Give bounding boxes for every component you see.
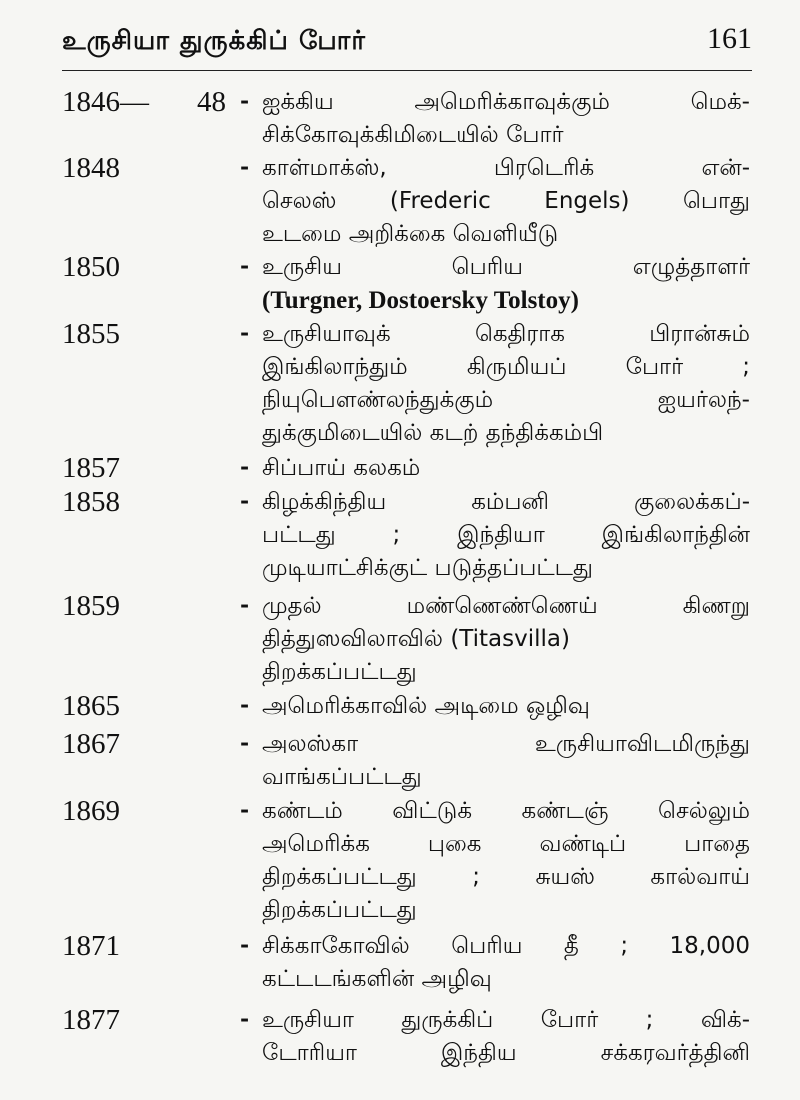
- entry-text: [262, 318, 750, 450]
- entry-line: திறக்கப்பட்டது: [262, 897, 417, 923]
- entry-dash: -: [240, 88, 250, 114]
- entry-year: 1877: [62, 1004, 120, 1036]
- entry-line: தித்துஸவிலாவில் (Titasvilla): [262, 626, 570, 652]
- entry-text: [262, 251, 750, 317]
- entry-line: உடமை அறிக்கை வெளியீடு: [262, 221, 559, 247]
- entry-year: 1858: [62, 486, 120, 518]
- entry-year: 1855: [62, 318, 120, 350]
- entry-text: [262, 930, 750, 996]
- entry-dash: -: [240, 1006, 250, 1032]
- entry-dash: -: [240, 320, 250, 346]
- entry-line: டோரியா இந்திய சக்கரவர்த்தினி: [262, 1040, 750, 1066]
- entry-text: [262, 795, 750, 927]
- entry-dash: -: [240, 797, 250, 823]
- entry-line: முதல் மண்ணெண்ணெய் கிணறு: [262, 593, 750, 619]
- entry-line: கண்டம் விட்டுக் கண்டஞ் செல்லும்: [262, 798, 750, 824]
- entry-dash: -: [240, 692, 250, 718]
- entry-year: 1848: [62, 152, 120, 184]
- entry-line: காள்மாக்ஸ், பிரடெரிக் என்-: [262, 155, 750, 181]
- entry-line: இங்கிலாந்தும் கிருமியப் போர் ;: [262, 354, 750, 380]
- entry-text: [262, 590, 750, 689]
- chapter-title: உருசியா துருக்கிப் போர்: [62, 26, 366, 56]
- entry-line: உருசியா துருக்கிப் போர் ; விக்-: [262, 1007, 750, 1033]
- entry-text: [262, 690, 750, 723]
- entry-dash: -: [240, 932, 250, 958]
- entry-year: 1865: [62, 690, 120, 722]
- entry-text: [262, 728, 750, 794]
- entry-line: உருசியாவுக் கெதிராக பிரான்சும்: [262, 321, 750, 347]
- entry-line: நியுபௌண்லந்துக்கும் ஐயர்லந்-: [262, 387, 750, 413]
- entry-line: முடியாட்சிக்குட் படுத்தப்பட்டது: [262, 555, 593, 581]
- entry-line: துக்குமிடையில் கடற் தந்திக்கம்பி: [262, 420, 604, 446]
- entry-dash: -: [240, 154, 250, 180]
- entry-line: உருசிய பெரிய எழுத்தாளர்: [262, 254, 750, 280]
- entry-line: ஐக்கிய அமெரிக்காவுக்கும் மெக்-: [262, 89, 750, 115]
- entry-text: [262, 486, 750, 585]
- entry-text: [262, 1004, 750, 1070]
- entry-year: 1857: [62, 452, 120, 484]
- entry-line: கட்டடங்களின் அழிவு: [262, 966, 492, 992]
- entry-line: சிக்காகோவில் பெரிய தீ ; 18,000: [262, 933, 750, 959]
- entry-line: (Turgner, Dostoersky Tolstoy): [262, 287, 579, 314]
- entry-dash: -: [240, 488, 250, 514]
- entry-year-end: 48: [197, 86, 226, 118]
- entry-line: திறக்கப்பட்டது ; சுயஸ் கால்வாய்: [262, 864, 750, 890]
- entry-line: அமெரிக்க புகை வண்டிப் பாதை: [262, 831, 750, 857]
- entry-text: [262, 86, 750, 152]
- entry-year: 1867: [62, 728, 120, 760]
- entry-line: செலஸ் (Frederic Engels) பொது: [262, 188, 750, 214]
- entry-line: பட்டது ; இந்தியா இங்கிலாந்தின்: [262, 522, 750, 548]
- entry-dash: -: [240, 454, 250, 480]
- entry-line: அமெரிக்காவில் அடிமை ஒழிவு: [262, 693, 590, 719]
- entry-line: திறக்கப்பட்டது: [262, 659, 417, 685]
- entry-year: 1859: [62, 590, 120, 622]
- entry-year: 1871: [62, 930, 120, 962]
- entry-dash: -: [240, 730, 250, 756]
- entry-dash: -: [240, 253, 250, 279]
- entry-line: சிப்பாய் கலகம்: [262, 455, 421, 481]
- entry-year: 1869: [62, 795, 120, 827]
- page-number: 161: [707, 22, 752, 55]
- entry-line: அலஸ்கா உருசியாவிடமிருந்து: [262, 731, 750, 757]
- entry-year: 1850: [62, 251, 120, 283]
- entry-line: வாங்கப்பட்டது: [262, 764, 422, 790]
- entry-year: 1846—: [62, 86, 149, 118]
- entry-line: சிக்கோவுக்கிமிடையில் போர்: [262, 122, 564, 148]
- entry-line: கிழக்கிந்திய கம்பனி குலைக்கப்-: [262, 489, 750, 515]
- entry-text: [262, 452, 750, 485]
- entry-dash: -: [240, 592, 250, 618]
- entry-text: [262, 152, 750, 251]
